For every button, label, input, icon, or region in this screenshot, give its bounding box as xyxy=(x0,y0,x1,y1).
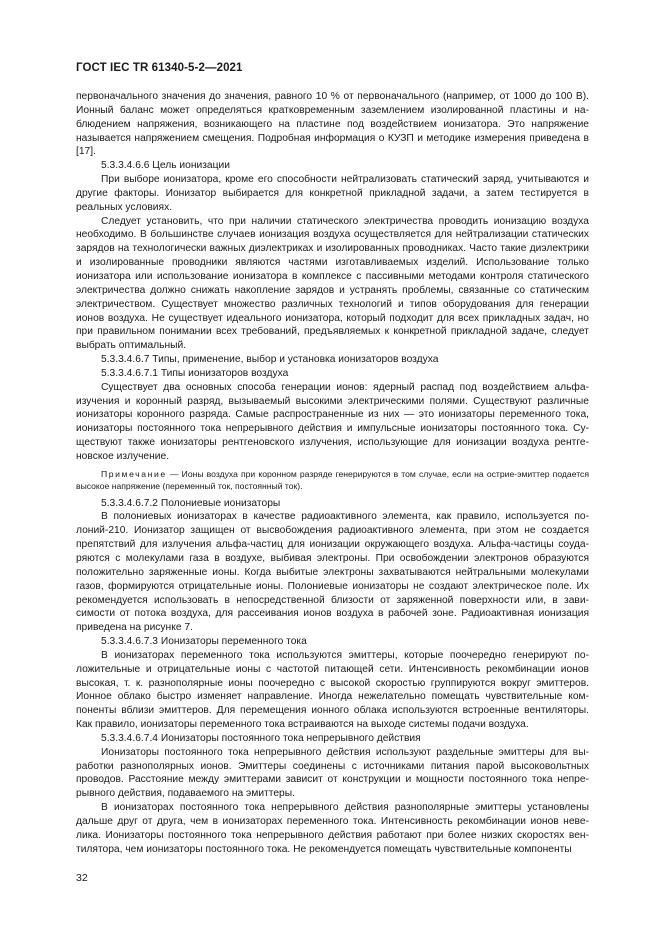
paragraph: Ионизаторы постоянного тока непрерывного действия используют раздельные эмиттеры для выработки разнополярных ионов. Эмиттеры соединены с источниками питания парой высоковольтных проводов. Расстояние между эмиттерами зависит от конструкции и мощности постоянного тока непрерывного действия, подаваемого на эмиттеры. xyxy=(76,746,589,800)
note-label: Примечание xyxy=(101,468,167,479)
section-heading: 5.3.3.4.6.7.1 Типы ионизаторов воздуха xyxy=(101,367,289,379)
page-number: 32 xyxy=(76,872,88,884)
section-heading: 5.3.3.4.6.7.2 Полониевые ионизаторы xyxy=(101,497,281,509)
paragraph: первоначального значения до значения, равного 10 % от первоначального (например, от 1000 до 100 В). Ионный баланс может определяться кратковременным заземлением изолированной пластины и наблюдением напряжения, возникающего на пластине под воздействием ионизатора. Это напряжение называется напряжением смещения. Подробная информация о КУЗП и методике измерения приведена в [17]. xyxy=(76,91,589,158)
note-text: — Ионы воздуха при коронном разряде генерируются в том случае, если на острие-эмиттер подается высокое напряжение (переменный ток, постоянный ток). xyxy=(76,468,589,492)
paragraph: Существует два основных способа генерации ионов: ядерный распад под воздействием альфаизучения и коронный разряд, вызываемый высокими электрическими полями. Существуют различные ионизаторы коронного разряда. Самые распространенные из них — это ионизаторы переменного тока, ионизаторы постоянного тока непрерывного действия и импульсные ионизаторы постоянного тока. Существуют также ионизаторы рентгеновского излучения, использующие для ионизации воздуха рентгеновское излучение. xyxy=(76,381,589,462)
body-text xyxy=(76,90,589,857)
section-heading: 5.3.3.4.6.7 Типы, применение, выбор и установка ионизаторов воздуха xyxy=(101,354,439,366)
paragraph: Следует установить, что при наличии статического электричества проводить ионизацию воздуха необходимо. В большинстве случаев ионизация воздуха осуществляется для нейтрализации статических зарядов на технологически важных диэлектриках и изолированных проводниках. Часто такие диэлектрики и изолированные проводники являются частями изготавливаемых изделий. Использование только ионизатора или использование ионизатора в комплексе с пассивными методами контроля статического электричества должно снижать накопление зарядов и устранять проблемы, связанные со статическим электричеством. Существует множество различных технологий и типов оборудования для генерации ионов воздуха. Не существует идеального ионизатора, который подходит для всех прикладных задач, но при правильном понимании всех требований, предъявляемых к конкретной прикладной задаче, следует выбрать оптимальный. xyxy=(76,215,589,352)
section-heading: 5.3.3.4.6.6 Цель ионизации xyxy=(101,160,230,172)
paragraph: При выборе ионизатора, кроме его способности нейтрализовать статический заряд, учитываются и другие факторы. Ионизатор выбирается для конкретной прикладной задачи, а затем тестируется в реальных условиях. xyxy=(76,174,589,213)
paragraph: В ионизаторах переменного тока используются эмиттеры, которые поочередно генерируют положительные и отрицательные ионы с частотой питающей сети. Интенсивность рекомбинации ионов высокая, т. к. разнополярные ионы поочередно с высокой скоростью группируются вокруг эмиттеров. Ионное облако быстро изменяет направление. Иногда нежелательно помещать чувствительные компоненты вблизи эмиттеров. Для перемещения ионного облака используются встроенные вентиляторы. Как правило, ионизаторы переменного тока встраиваются на выходе системы подачи воздуха. xyxy=(76,649,589,731)
section-heading: 5.3.3.4.6.7.4 Ионизаторы постоянного тока непрерывного действия xyxy=(101,732,421,744)
paragraph: В ионизаторах постоянного тока непрерывного действия разнополярные эмиттеры установлены дальше друг от друга, чем в ионизаторах переменного тока. Интенсивность рекомбинации ионов невелика. Ионизаторы постоянного тока непрерывного действия работают при более низких скоростях вентилятора, чем ионизаторы постоянного тока. Не рекомендуется помещать чувствительные компоненты xyxy=(76,802,589,855)
section-heading: 5.3.3.4.6.7.3 Ионизаторы переменного тока xyxy=(101,636,307,648)
document-code-header: ГОСТ IEC TR 61340-5-2—2021 xyxy=(76,62,243,74)
note xyxy=(76,468,589,493)
paragraph: В полониевых ионизаторах в качестве радиоактивного элемента, как правило, используется полоний-210. Ионизатор защищен от высвобождения радиоактивного элемента, при этом не создается препятствий для излучения альфа-частиц для ионизации окружающего воздуха. Альфа-частицы сoударяются с молекулами газа в воздухе, выбивая электроны. При освобождении электронов образуются положительно заряженные ионы. Когда выбитые электроны захватываются нейтральными молекулами газов, формируются отрицательные ионы. Полониевые ионизаторы не создают электрическое поле. Их рекомендуется использовать в непосредственной близости от заряженной поверхности или, в зависимости от потока воздуха, для рассеивания ионов воздуха в рабочей зоне. Радиоактивная ионизация приведена на рисунке 7. xyxy=(76,511,589,634)
